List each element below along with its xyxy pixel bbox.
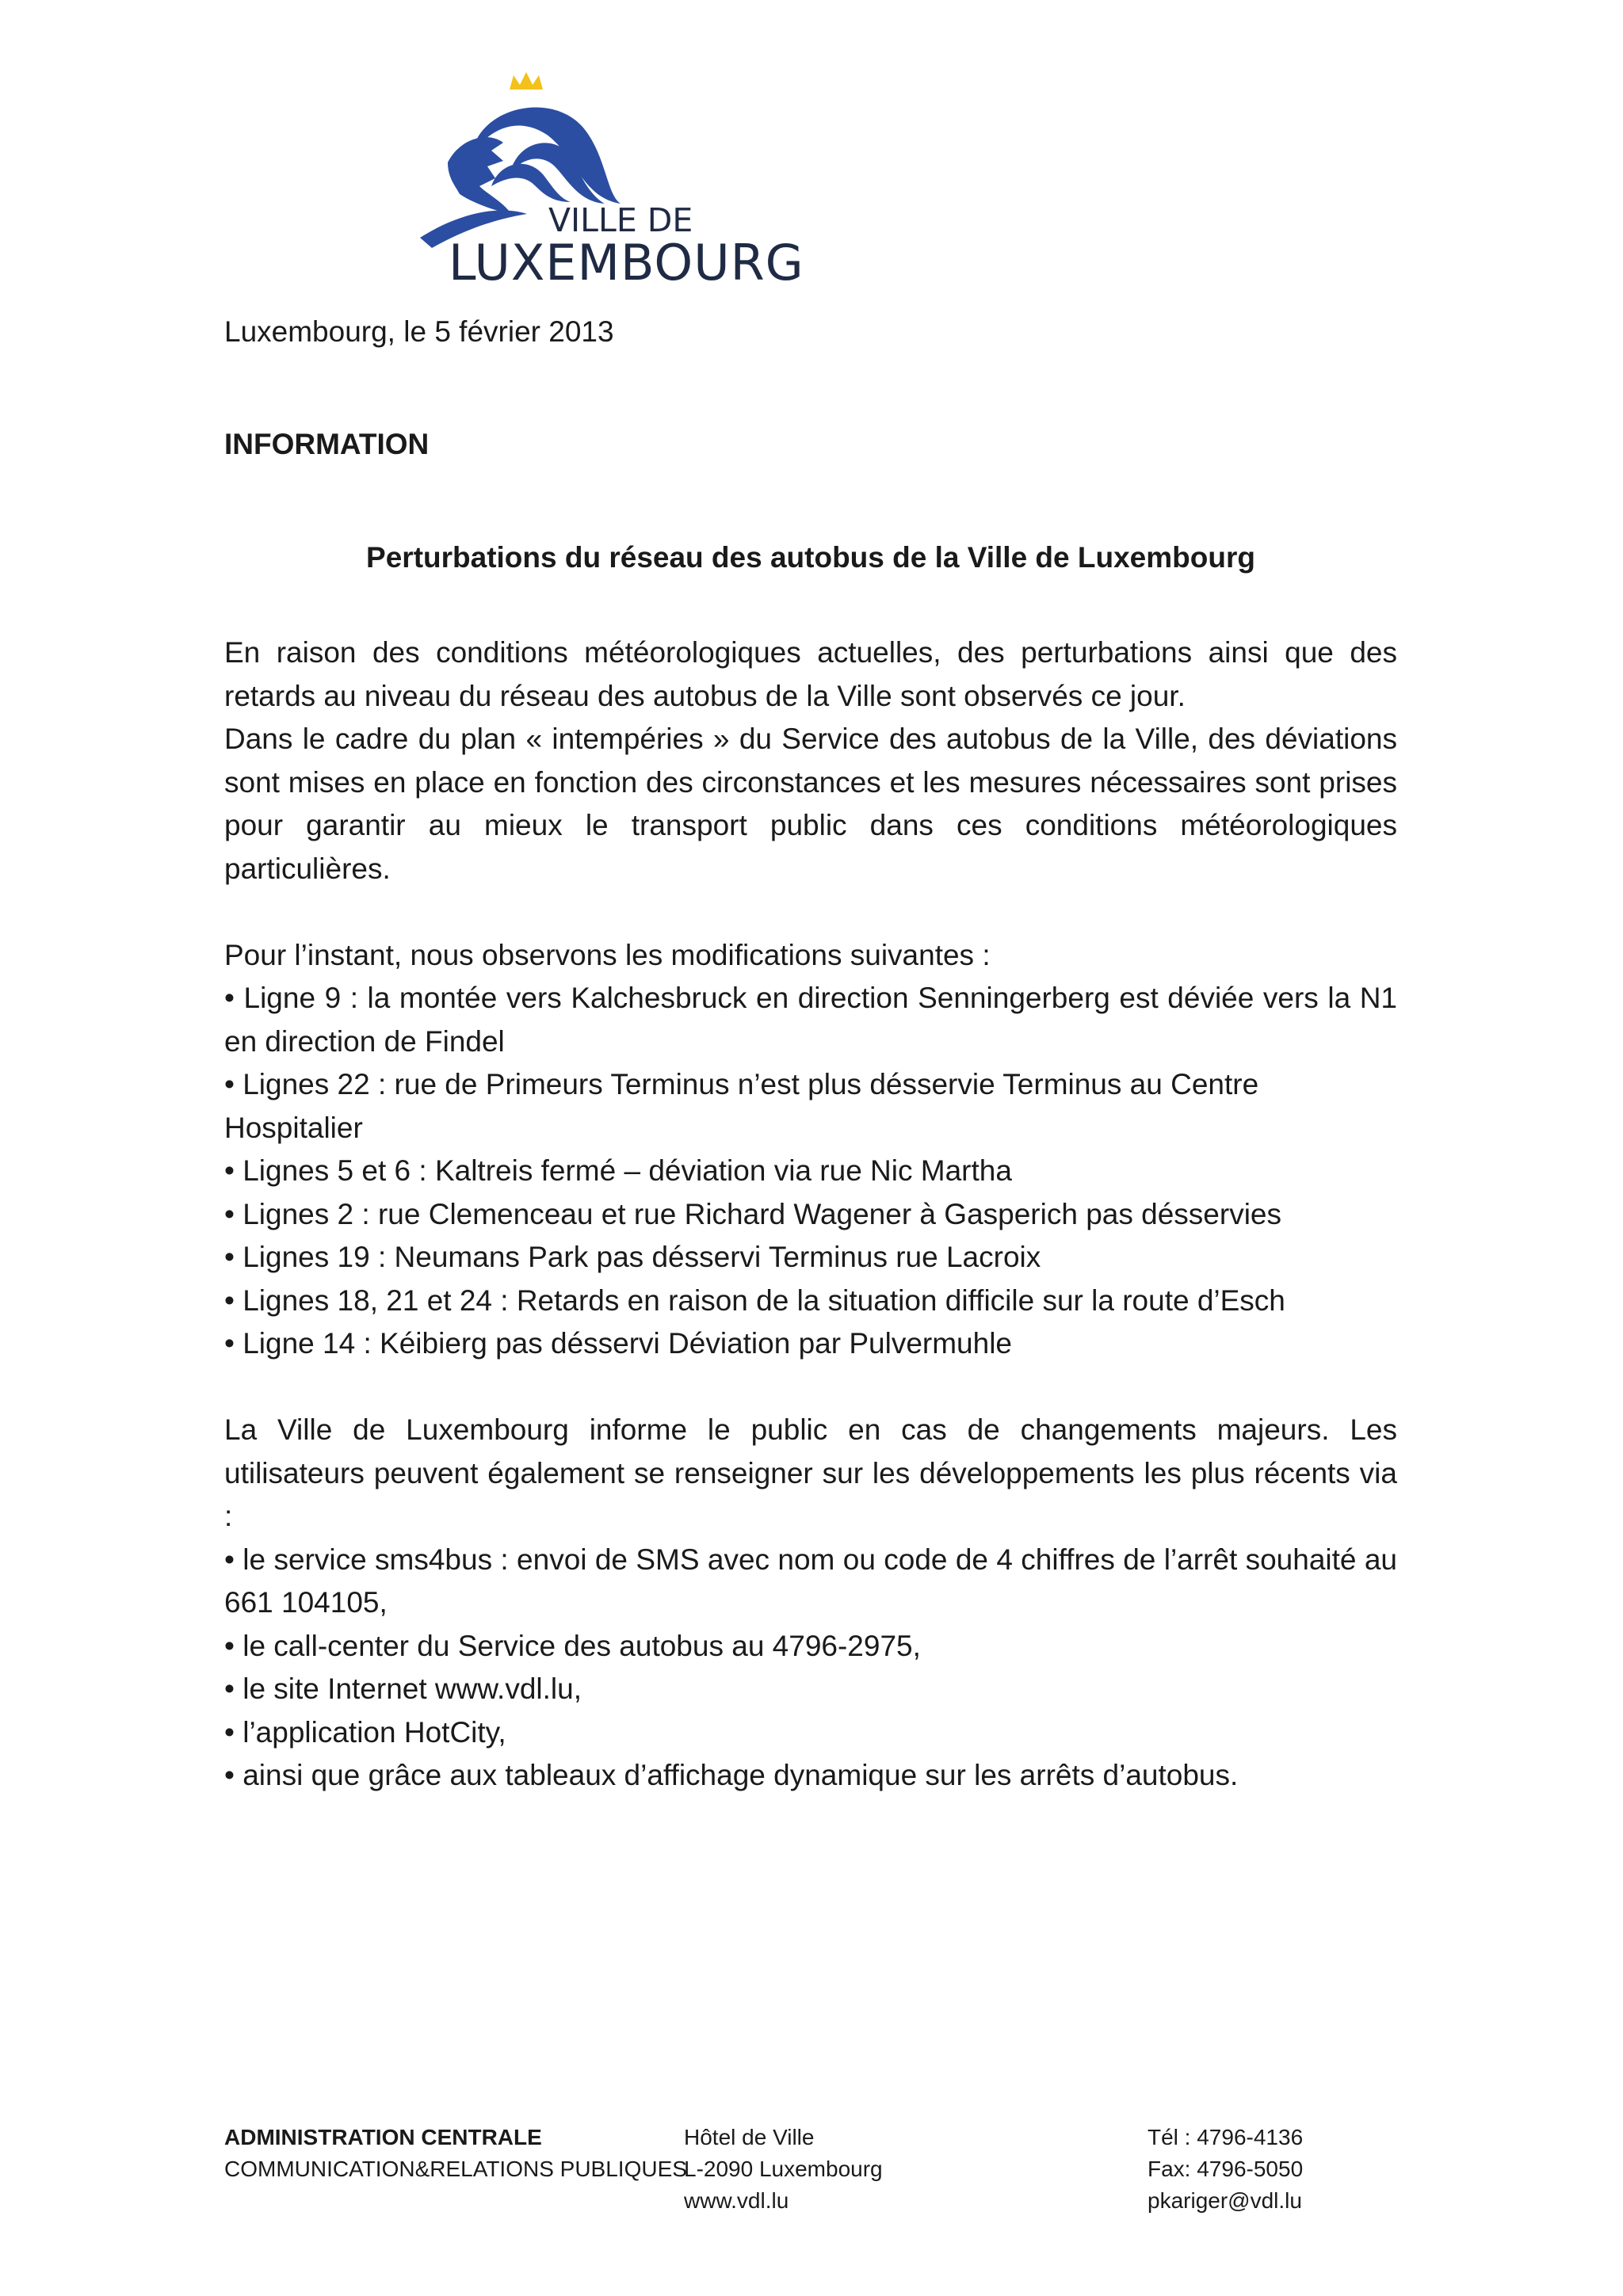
modification-item: • Lignes 22 : rue de Primeurs Terminus n’est plus désservie Terminus au Centre Hospitalier bbox=[224, 1068, 1259, 1144]
footer-admin-department: COMMUNICATION&RELATIONS PUBLIQUES bbox=[224, 2157, 687, 2181]
document-label: INFORMATION bbox=[224, 428, 430, 460]
intro-paragraph-2: Dans le cadre du plan « intempéries » du Service des autobus de la Ville, des déviations sont mises en place en fonction des circonstances et les mesures nécessaires sont prises pour garantir au mieux le transport public dans ces conditions météorologiques particulières. bbox=[224, 723, 1397, 885]
document-body bbox=[224, 631, 1397, 1798]
document-title: Perturbations du réseau des autobus de la Ville de Luxembourg bbox=[366, 541, 1255, 574]
modification-item: • Lignes 5 et 6 : Kaltreis fermé – déviation via rue Nic Martha bbox=[224, 1154, 1012, 1187]
modification-item: • Lignes 19 : Neumans Park pas désservi Terminus rue Lacroix bbox=[224, 1241, 1041, 1273]
footer-address-postcode: L-2090 Luxembourg bbox=[684, 2157, 883, 2181]
modification-item: • Lignes 18, 21 et 24 : Retards en raison de la situation difficile sur la route d’Esch bbox=[224, 1283, 1285, 1317]
information-lead: La Ville de Luxembourg informe le public en cas de changements majeurs. Les utilisateurs peuvent également se renseigner sur les développements les plus récents via : bbox=[224, 1413, 1397, 1532]
document-date: Luxembourg, le 5 février 2013 bbox=[224, 315, 614, 348]
information-item: • le service sms4bus : envoi de SMS avec nom ou code de 4 chiffres de l’arrêt souhaité au 661 104105, bbox=[224, 1543, 1397, 1619]
information-item: • l’application HotCity, bbox=[224, 1715, 506, 1749]
information-item: • le call-center du Service des autobus au 4796-2975, bbox=[224, 1629, 921, 1662]
information-item: • ainsi que grâce aux tableaux d’affichage dynamique sur les arrêts d’autobus. bbox=[224, 1759, 1239, 1791]
modification-item: • Ligne 14 : Kéibierg pas désservi Déviation par Pulvermuhle bbox=[224, 1327, 1012, 1360]
footer-phone: Tél : 4796-4136 bbox=[1148, 2125, 1304, 2149]
logo-text-luxembourg: LUXEMBOURG bbox=[449, 234, 804, 292]
footer-website: www.vdl.lu bbox=[684, 2188, 789, 2213]
footer-contact bbox=[1148, 2122, 1303, 2217]
modifications-lead: Pour l’instant, nous observons les modifications suivantes : bbox=[224, 938, 991, 971]
information-item: • le site Internet www.vdl.lu, bbox=[224, 1672, 582, 1705]
footer-address bbox=[684, 2122, 883, 2217]
intro-paragraph-1: En raison des conditions météorologiques actuelles, des perturbations ainsi que des retards au niveau du réseau des autobus de la Ville sont observés ce jour. bbox=[224, 636, 1397, 712]
modification-item: • Ligne 9 : la montée vers Kalchesbruck en direction Senningerberg est déviée vers la N1 en direction de Findel bbox=[224, 982, 1397, 1058]
footer-administration bbox=[224, 2122, 687, 2185]
footer-address-building: Hôtel de Ville bbox=[684, 2125, 815, 2149]
footer-admin-title: ADMINISTRATION CENTRALE bbox=[224, 2125, 542, 2149]
modification-item: • Lignes 2 : rue Clemenceau et rue Richard Wagener à Gasperich pas désservies bbox=[224, 1197, 1281, 1230]
footer-fax: Fax: 4796-5050 bbox=[1148, 2157, 1304, 2181]
logo-text-ville-de: VILLE DE bbox=[548, 201, 693, 239]
footer-email: pkariger@vdl.lu bbox=[1148, 2188, 1302, 2213]
